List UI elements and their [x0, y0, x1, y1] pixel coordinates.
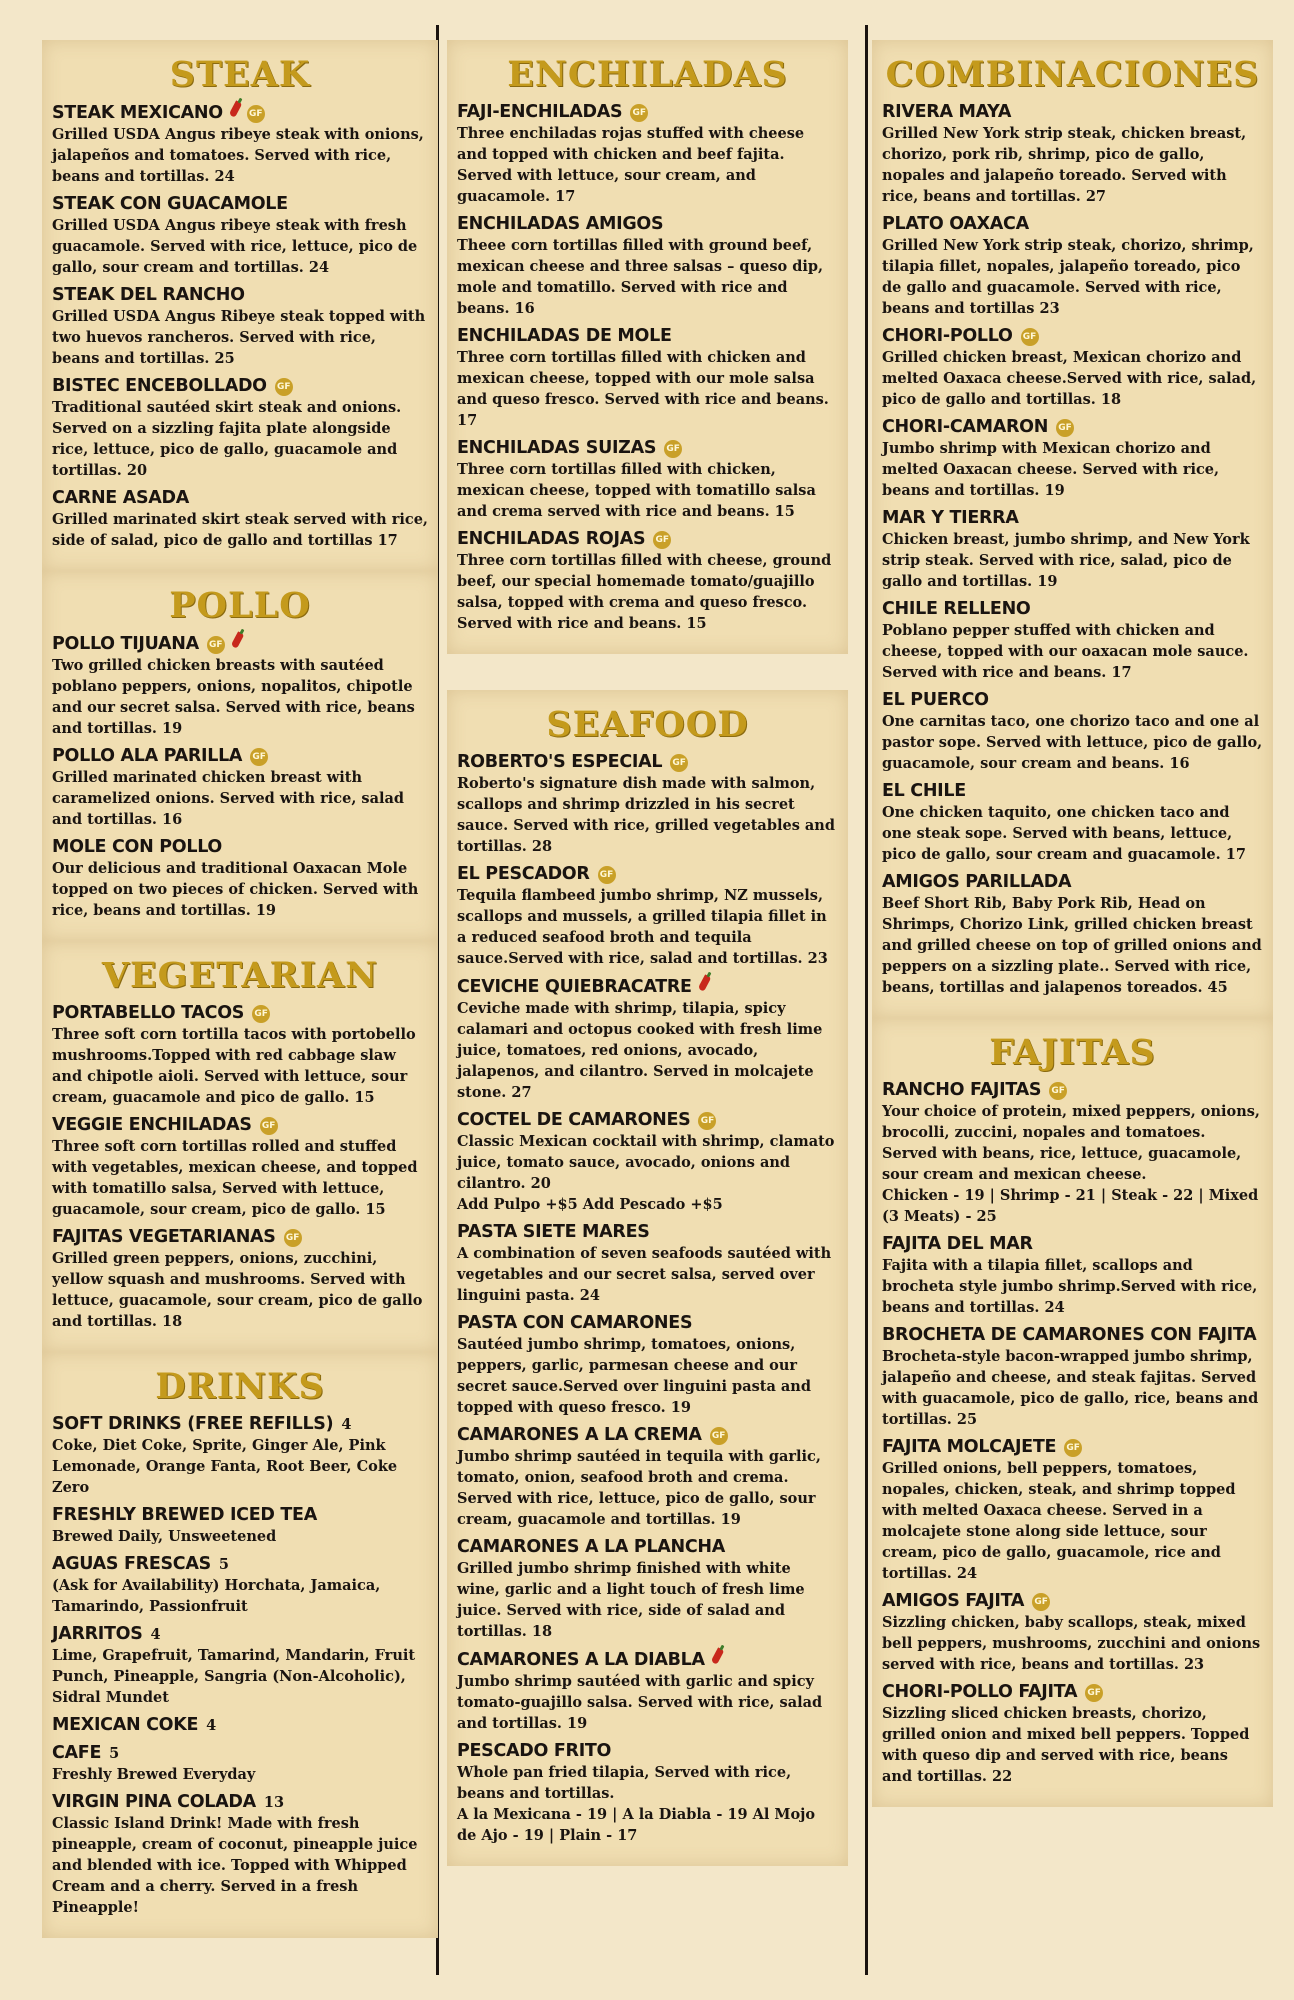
- menu-column-2: [455, 40, 840, 1866]
- gluten-free-badge-icon: GF: [260, 1117, 278, 1135]
- item-name: RANCHO FAJITAS: [882, 1080, 1042, 1100]
- gluten-free-badge-icon: GF: [250, 748, 268, 766]
- gluten-free-badge-icon: GF: [710, 1427, 728, 1445]
- seafood-section: [447, 690, 848, 1866]
- gluten-free-badge-icon: GF: [252, 1005, 270, 1023]
- item-name: COCTEL DE CAMARONES: [457, 1110, 691, 1130]
- gluten-free-badge-icon: GF: [1056, 419, 1074, 437]
- enchiladas-section: [447, 40, 848, 654]
- item-description: Roberto's signature dish made with salmon, scallops and shrimp drizzled in his secret sauce. Served with rice, grilled vegetables and tortillas. 28: [457, 775, 835, 855]
- steak-section: [42, 40, 438, 571]
- item-description: Freshly Brewed Everyday: [52, 1766, 256, 1783]
- item-price: 4: [206, 1717, 217, 1734]
- item-note: A la Mexicana - 19 | A la Diabla - 19 Al Mojo de Ajo - 19 | Plain - 17: [457, 1806, 816, 1844]
- item-name: PLATO OAXACA: [882, 214, 1029, 234]
- item-description: Grilled New York strip steak, chorizo, shrimp, tilapia fillet, nopales, jalapeño toreado, pico de gallo and guacamole. Served with rice, beans and tortillas 23: [882, 237, 1254, 317]
- item-description: Jumbo shrimp sautéed in tequila with garlic, tomato, onion, seafood broth and crema. Served with rice, lettuce, pico de gallo, sour cream, guacamole and tortillas. 19: [457, 1448, 821, 1528]
- section-title-steak: STEAK: [169, 54, 311, 95]
- item-name: FAJITAS VEGETARIANAS: [52, 1227, 276, 1247]
- item-name: CHILE RELLENO: [882, 599, 1031, 619]
- item-name: CARNE ASADA: [52, 488, 190, 508]
- item-name: MAR Y TIERRA: [882, 508, 1019, 528]
- menu-item: [457, 751, 838, 857]
- item-name: MOLE CON POLLO: [52, 837, 223, 857]
- item-description: Ceviche made with shrimp, tilapia, spicy calamari and octopus cooked with fresh lime juice, tomatoes, red onions, avocado, jalapenos, and cilantro. Served in molcajete stone. 27: [457, 1000, 823, 1101]
- section-title-pollo: POLLO: [169, 585, 311, 626]
- item-description: Three soft corn tortilla tacos with portobello mushrooms.Topped with red cabbage slaw and chipotle aioli. Served with lettuce, sour cream, guacamole and pico de gallo. 15: [52, 1026, 416, 1106]
- item-description: (Ask for Availability) Horchata, Jamaica, Tamarindo, Passionfruit: [52, 1577, 381, 1615]
- item-price: 4: [150, 1626, 161, 1643]
- item-name: CAMARONES A LA CREMA: [457, 1425, 702, 1445]
- item-description: Grilled jumbo shrimp finished with white wine, garlic and a light touch of fresh lime juice. Served with rice, side of salad and tortillas. 18: [457, 1560, 805, 1640]
- item-name: VEGGIE ENCHILADAS: [52, 1115, 252, 1135]
- item-name: PESCADO FRITO: [457, 1741, 612, 1761]
- item-name: FAJITA DEL MAR: [882, 1234, 1033, 1254]
- chili-pepper-icon: [697, 974, 711, 991]
- menu-item: [52, 193, 428, 278]
- menu-item: [457, 1536, 838, 1642]
- item-name: PASTA CON CAMARONES: [457, 1313, 693, 1333]
- item-name: SOFT DRINKS (FREE REFILLS): [52, 1414, 334, 1434]
- item-name: AMIGOS PARILLADA: [882, 872, 1072, 892]
- item-description: Tequila flambeed jumbo shrimp, NZ mussels, scallops and mussels, a grilled tilapia fillet in a reduced seafood broth and tequila sauce.Served with rice, salad and tortillas. 23: [457, 887, 828, 967]
- item-description: Grilled New York strip steak, chicken breast, chorizo, pork rib, shrimp, pico de gallo, nopales and jalapeño toreado. Served with rice, beans and tortillas. 27: [882, 125, 1247, 205]
- section-title-fajitas: FAJITAS: [989, 1032, 1156, 1073]
- item-description: Our delicious and traditional Oaxacan Mole topped on two pieces of chicken. Served with rice, beans and tortillas. 19: [52, 860, 419, 919]
- item-description: Beef Short Rib, Baby Pork Rib, Head on Shrimps, Chorizo Link, grilled chicken breast and grilled cheese on top of grilled onions and peppers on a sizzling plate.. Served with rice, beans, tortillas and jalapenos toreados. 45: [882, 895, 1262, 996]
- item-price: 5: [109, 1745, 120, 1762]
- item-description: Grilled marinated chicken breast with caramelized onions. Served with rice, salad and tortillas. 16: [52, 769, 405, 828]
- menu-item: [457, 1312, 838, 1418]
- menu-item: [52, 1791, 428, 1918]
- item-description: Three enchiladas rojas stuffed with cheese and topped with chicken and beef fajita. Served with lettuce, sour cream, and guacamole. 17: [457, 125, 805, 205]
- menu-item: [457, 325, 838, 431]
- chili-pepper-icon: [710, 1647, 724, 1664]
- item-description: One carnitas taco, one chorizo taco and one al pastor sope. Served with lettuce, pico de gallo, guacamole, sour cream and beans. 16: [882, 713, 1263, 772]
- menu-item: [882, 689, 1263, 774]
- item-description: Grilled USDA Angus Ribeye steak topped with two huevos rancheros. Served with rice, beans and tortillas. 25: [52, 308, 426, 367]
- item-name: CAFE: [52, 1743, 102, 1763]
- item-description: Grilled onions, bell peppers, tomatoes, nopales, chicken, steak, and shrimp topped with melted Oaxaca cheese. Served in a molcajete stone along side lettuce, sour cream, pico de gallo, guacamole, rice and tortillas. 24: [882, 1460, 1236, 1582]
- gluten-free-badge-icon: GF: [207, 636, 225, 654]
- item-description: Grilled USDA Angus ribeye steak with onions, jalapeños and tomatoes. Served with rice, beans and tortillas. 24: [52, 126, 424, 185]
- item-name: CEVICHE QUIEBRACATRE: [457, 977, 692, 997]
- gluten-free-badge-icon: GF: [670, 754, 688, 772]
- chili-pepper-icon: [228, 100, 242, 117]
- item-description: Grilled chicken breast, Mexican chorizo and melted Oaxaca cheese.Served with rice, salad, pico de gallo and tortillas. 18: [882, 349, 1257, 408]
- item-name: CAMARONES A LA DIABLA: [457, 1650, 705, 1670]
- menu-item: [52, 1002, 428, 1108]
- item-description: Classic Island Drink! Made with fresh pineapple, cream of coconut, pineapple juice and blended with ice. Topped with Whipped Cream and a cherry. Served in a fresh Pineapple!: [52, 1815, 418, 1916]
- item-name: EL PESCADOR: [457, 864, 590, 884]
- gluten-free-badge-icon: GF: [284, 1229, 302, 1247]
- item-description: Sautéed jumbo shrimp, tomatoes, onions, peppers, garlic, parmesan cheese and our secret sauce.Served over linguini pasta and topped with queso fresco. 19: [457, 1336, 811, 1416]
- item-description: Grilled marinated skirt steak served with rice, side of salad, pico de gallo and tortillas 17: [52, 511, 428, 549]
- item-description: Two grilled chicken breasts with sautéed poblano peppers, onions, nopalitos, chipotle and our secret salsa. Served with rice, beans and tortillas. 19: [52, 657, 415, 737]
- pollo-section: [42, 571, 438, 941]
- menu-item: [457, 101, 838, 207]
- section-title-combinaciones: COMBINACIONES: [885, 54, 1260, 95]
- item-description: Sizzling chicken, baby scallops, steak, mixed bell peppers, mushrooms, zucchini and onions served with rice, beans and tortillas. 23: [882, 1614, 1261, 1673]
- vegetarian-section: [42, 941, 438, 1352]
- menu-item: [52, 1504, 428, 1547]
- item-name: JARRITOS: [52, 1624, 143, 1644]
- item-name: BROCHETA DE CAMARONES CON FAJITA: [882, 1325, 1257, 1345]
- item-description: Jumbo shrimp with Mexican chorizo and melted Oaxacan cheese. Served with rice, beans and tortillas. 19: [882, 440, 1220, 499]
- gluten-free-badge-icon: GF: [598, 866, 616, 884]
- menu-item: [882, 416, 1263, 501]
- item-description: Brewed Daily, Unsweetened: [52, 1528, 277, 1545]
- menu-item: [52, 487, 428, 551]
- menu-item: [882, 507, 1263, 592]
- section-spacer: [455, 654, 840, 690]
- menu-item: [457, 1109, 838, 1215]
- item-name: AGUAS FRESCAS: [52, 1554, 211, 1574]
- menu-item: [882, 1079, 1263, 1227]
- item-name: ROBERTO'S ESPECIAL: [457, 752, 663, 772]
- gluten-free-badge-icon: GF: [247, 105, 265, 123]
- item-name: CHORI-CAMARON: [882, 417, 1049, 437]
- item-description: Fajita with a tilapia fillet, scallops and brocheta style jumbo shrimp.Served with rice, beans and tortillas. 24: [882, 1257, 1258, 1316]
- menu-item: [457, 528, 838, 634]
- item-description: A combination of seven seafoods sautéed with vegetables and our secret salsa, served over linguini pasta. 24: [457, 1245, 832, 1304]
- item-name: STEAK CON GUACAMOLE: [52, 194, 288, 214]
- item-name: FRESHLY BREWED ICED TEA: [52, 1505, 317, 1525]
- menu-item: [882, 1590, 1263, 1675]
- item-note: Chicken - 19 | Shrimp - 21 | Steak - 22 | Mixed (3 Meats) - 25: [882, 1187, 1259, 1225]
- section-title-enchiladas: ENCHILADAS: [507, 54, 788, 95]
- menu-item: [882, 213, 1263, 319]
- gluten-free-badge-icon: GF: [275, 378, 293, 396]
- menu-column-1: [50, 40, 430, 1938]
- item-description: Sizzling sliced chicken breasts, chorizo, grilled onion and mixed bell peppers. Topped with queso dip and served with rice, beans and tortillas. 22: [882, 1705, 1250, 1785]
- menu-item: [457, 975, 838, 1103]
- item-name: POLLO TIJUANA: [52, 634, 199, 654]
- item-description: Grilled USDA Angus ribeye steak with fresh guacamole. Served with rice, lettuce, pico de gallo, sour cream and tortillas. 24: [52, 217, 418, 276]
- fajitas-section: [872, 1018, 1273, 1807]
- item-name: STEAK DEL RANCHO: [52, 285, 245, 305]
- menu-item: [457, 213, 838, 319]
- item-name: CAMARONES A LA PLANCHA: [457, 1537, 726, 1557]
- section-title-drinks: DRINKS: [155, 1366, 325, 1407]
- gluten-free-badge-icon: GF: [698, 1112, 716, 1130]
- menu-column-3: [880, 40, 1265, 1807]
- item-description: Chicken breast, jumbo shrimp, and New York strip steak. Served with rice, salad, pico de gallo and tortillas. 19: [882, 531, 1250, 590]
- section-title-vegetarian: VEGETARIAN: [101, 955, 379, 996]
- item-name: BISTEC ENCEBOLLADO: [52, 376, 267, 396]
- menu-item: [457, 437, 838, 522]
- item-description: Classic Mexican cocktail with shrimp, clamato juice, tomato sauce, avocado, onions and cilantro. 20: [457, 1133, 835, 1192]
- item-description: Brocheta-style bacon-wrapped jumbo shrimp, jalapeño and cheese, and steak fajitas. Served with guacamole, pico de gallo, rice, beans and tortillas. 25: [882, 1348, 1259, 1428]
- item-description: Three soft corn tortillas rolled and stuffed with vegetables, mexican cheese, and topped with tomatillo salsa, Served with lettuce, guacamole, sour cream, pico de gallo. 15: [52, 1138, 418, 1218]
- item-description: Your choice of protein, mixed peppers, onions, brocolli, zuccini, nopales and tomatoes. Served with beans, rice, lettuce, guacamole, sour cream and mexican cheese.: [882, 1103, 1260, 1183]
- menu-item: [52, 1714, 428, 1736]
- menu-item: [882, 325, 1263, 410]
- item-name: ENCHILADAS SUIZAS: [457, 438, 657, 458]
- menu-item: [882, 1233, 1263, 1318]
- item-description: Theee corn tortillas filled with ground beef, mexican cheese and three salsas – queso dip, mole and tomatillo. Served with rice and beans. 16: [457, 237, 824, 317]
- menu-item: [52, 836, 428, 921]
- menu-item: [52, 1553, 428, 1617]
- item-name: EL CHILE: [882, 781, 966, 801]
- item-name: STEAK MEXICANO: [52, 103, 223, 123]
- item-name: FAJI-ENCHILADAS: [457, 102, 623, 122]
- item-description: One chicken taquito, one chicken taco and one steak sope. Served with beans, lettuce, pico de gallo, sour cream and guacamole. 17: [882, 804, 1246, 863]
- item-name: EL PUERCO: [882, 690, 989, 710]
- item-name: PASTA SIETE MARES: [457, 1222, 650, 1242]
- item-name: FAJITA MOLCAJETE: [882, 1437, 1057, 1457]
- gluten-free-badge-icon: GF: [1049, 1082, 1067, 1100]
- menu-item: [457, 1221, 838, 1306]
- item-description: Whole pan fried tilapia, Served with rice, beans and tortillas.: [457, 1764, 792, 1802]
- column-divider-right: [865, 25, 868, 1975]
- item-price: 5: [218, 1556, 229, 1573]
- item-name: ENCHILADAS DE MOLE: [457, 326, 672, 346]
- gluten-free-badge-icon: GF: [1021, 328, 1039, 346]
- section-title-seafood: SEAFOOD: [546, 704, 749, 745]
- gluten-free-badge-icon: GF: [664, 440, 682, 458]
- menu-item: [52, 375, 428, 481]
- menu-item: [882, 871, 1263, 998]
- item-description: Three corn tortillas filled with chicken and mexican cheese, topped with our mole salsa and queso fresco. Served with rice and beans. 17: [457, 349, 829, 429]
- menu-item: [52, 1623, 428, 1708]
- menu-item: [457, 1424, 838, 1530]
- item-name: VIRGIN PINA COLADA: [52, 1792, 256, 1812]
- menu-item: [52, 745, 428, 830]
- item-description: Grilled green peppers, onions, zucchini, yellow squash and mushrooms. Served with lettuce, guacamole, sour cream, pico de gallo and tortillas. 18: [52, 1250, 423, 1330]
- item-name: CHORI-POLLO FAJITA: [882, 1682, 1078, 1702]
- gluten-free-badge-icon: GF: [653, 531, 671, 549]
- gluten-free-badge-icon: GF: [1085, 1684, 1103, 1702]
- menu-item: [457, 1740, 838, 1846]
- gluten-free-badge-icon: GF: [1064, 1439, 1082, 1457]
- item-name: AMIGOS FAJITA: [882, 1591, 1025, 1611]
- item-note: Add Pulpo +$5 Add Pescado +$5: [457, 1196, 723, 1213]
- menu-item: [52, 1226, 428, 1332]
- item-description: Jumbo shrimp sautéed with garlic and spicy tomato-guajillo salsa. Served with rice, salad and tortillas. 19: [457, 1673, 823, 1732]
- item-price: 13: [263, 1794, 285, 1811]
- item-name: CHORI-POLLO: [882, 326, 1013, 346]
- gluten-free-badge-icon: GF: [630, 104, 648, 122]
- gluten-free-badge-icon: GF: [1032, 1593, 1050, 1611]
- item-name: POLLO ALA PARILLA: [52, 746, 243, 766]
- item-description: Traditional sautéed skirt steak and onions. Served on a sizzling fajita plate alongside rice, lettuce, pico de gallo, guacamole and tortillas. 20: [52, 399, 402, 479]
- menu-item: [52, 1114, 428, 1220]
- menu-item: [457, 863, 838, 969]
- item-description: Three corn tortillas filled with cheese, ground beef, our special homemade tomato/guajillo salsa, topped with crema and queso fresco. Served with rice and beans. 15: [457, 552, 832, 632]
- menu-item: [882, 1436, 1263, 1584]
- item-description: Lime, Grapefruit, Tamarind, Mandarin, Fruit Punch, Pineapple, Sangria (Non-Alcoholic), Sidral Mundet: [52, 1647, 416, 1706]
- menu-item: [882, 1324, 1263, 1430]
- menu-item: [882, 780, 1263, 865]
- chili-pepper-icon: [230, 631, 244, 648]
- item-description: Coke, Diet Coke, Sprite, Ginger Ale, Pink Lemonade, Orange Fanta, Root Beer, Coke Zero: [52, 1437, 398, 1496]
- item-name: MEXICAN COKE: [52, 1715, 199, 1735]
- combinaciones-section: [872, 40, 1273, 1018]
- menu-item: [52, 1413, 428, 1498]
- menu-item: [882, 101, 1263, 207]
- drinks-section: [42, 1352, 438, 1938]
- item-name: ENCHILADAS ROJAS: [457, 529, 646, 549]
- menu-item: [882, 1681, 1263, 1787]
- item-description: Poblano pepper stuffed with chicken and cheese, topped with our oaxacan mole sauce. Served with rice and beans. 17: [882, 622, 1249, 681]
- menu-item: [52, 1742, 428, 1785]
- item-price: 4: [341, 1416, 352, 1433]
- item-name: ENCHILADAS AMIGOS: [457, 214, 664, 234]
- menu-item: [52, 632, 428, 739]
- menu-item: [52, 284, 428, 369]
- menu-item: [882, 598, 1263, 683]
- menu-item: [52, 101, 428, 187]
- item-name: PORTABELLO TACOS: [52, 1003, 245, 1023]
- menu-item: [457, 1648, 838, 1734]
- item-name: RIVERA MAYA: [882, 102, 1012, 122]
- item-description: Three corn tortillas filled with chicken, mexican cheese, topped with tomatillo salsa and crema served with rice and beans. 15: [457, 461, 816, 520]
